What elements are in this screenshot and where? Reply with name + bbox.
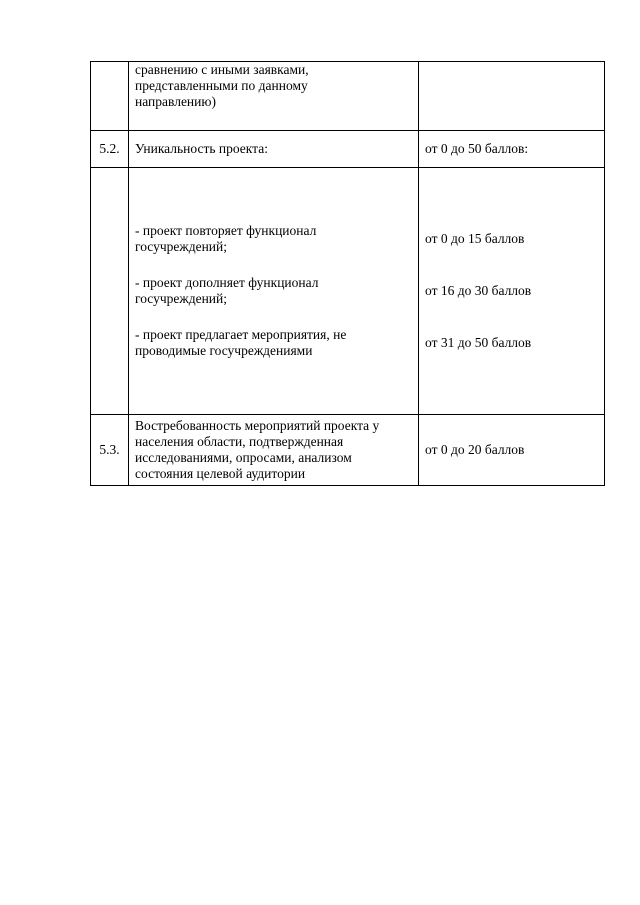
description-line: Востребованность мероприятий проекта у [135, 418, 380, 433]
criterion-description [129, 415, 419, 486]
description-line: госучреждений; [135, 291, 227, 306]
table-row [91, 131, 605, 168]
table-row [91, 168, 605, 415]
description-line: - проект дополняет функционал [135, 275, 319, 290]
description-line: - проект предлагает мероприятия, не [135, 327, 347, 342]
table-row [91, 415, 605, 486]
criterion-description: Уникальность проекта: [129, 131, 419, 168]
criterion-description [129, 62, 419, 131]
description-line: представленными по данному [135, 78, 308, 93]
sub-criterion-score: от 0 до 15 баллов [425, 231, 525, 246]
description-line: госучреждений; [135, 239, 227, 254]
description-line: состояния целевой аудитории [135, 466, 306, 481]
sub-criterion-score: от 16 до 30 баллов [425, 283, 532, 298]
description-line: проводимые госучреждениями [135, 343, 313, 358]
criterion-score [419, 62, 605, 131]
criteria-table [90, 61, 605, 486]
criterion-score [419, 168, 605, 415]
criterion-description [129, 168, 419, 415]
row-number [91, 168, 129, 415]
sub-criterion-score: от 31 до 50 баллов [425, 335, 532, 350]
description-line: сравнению с иными заявками, [135, 62, 309, 77]
criterion-score: от 0 до 20 баллов [419, 415, 605, 486]
sub-criterion [135, 223, 412, 255]
row-number: 5.2. [91, 131, 129, 168]
row-number: 5.3. [91, 415, 129, 486]
sub-criterion [135, 327, 412, 359]
table-row [91, 62, 605, 131]
description-line: исследованиями, опросами, анализом [135, 450, 352, 465]
description-line: - проект повторяет функционал [135, 223, 317, 238]
description-line: направлению) [135, 94, 216, 109]
sub-criterion [135, 275, 412, 307]
criterion-score: от 0 до 50 баллов: [419, 131, 605, 168]
row-number [91, 62, 129, 131]
description-line: населения области, подтвержденная [135, 434, 344, 449]
